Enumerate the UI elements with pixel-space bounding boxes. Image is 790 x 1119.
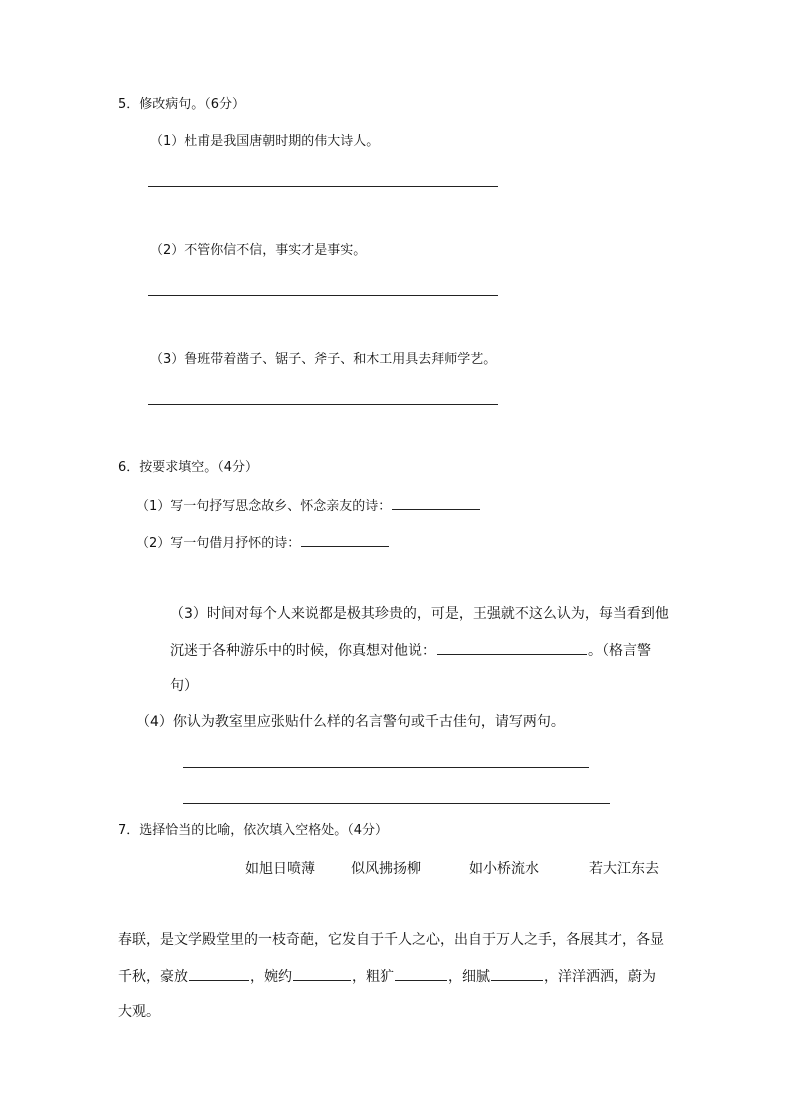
answer-blank-q7-2[interactable] <box>293 966 351 981</box>
q5-item-1: （1）杜甫是我国唐朝时期的伟大诗人。 <box>150 134 380 149</box>
q7-para-line3: 大观。 <box>118 1004 160 1020</box>
answer-blank-q7-3[interactable] <box>395 966 447 981</box>
q7-para-line2 <box>118 966 656 987</box>
answer-line-q6-4b[interactable] <box>183 803 610 804</box>
answer-blank-q7-4[interactable] <box>491 966 543 981</box>
q6-item-3-text-a: 沉迷于各种游乐中的时候，你真想对他说： <box>170 643 436 659</box>
answer-line-q5-3[interactable] <box>148 404 498 405</box>
q6-item-2-text: （2）写一句借月抒怀的诗： <box>136 536 301 551</box>
answer-blank-q6-3[interactable] <box>437 640 587 655</box>
simile-option-3: 如小桥流水 <box>469 861 539 877</box>
q6-item-2 <box>136 532 390 554</box>
simile-option-1: 如旭日喷薄 <box>245 861 315 877</box>
simile-option-4: 若大江东去 <box>589 861 659 877</box>
q7-text-a: 千秋，豪放 <box>118 969 188 985</box>
q6-item-1 <box>136 495 481 517</box>
q6-item-3-line3: 句） <box>170 678 198 694</box>
q7-text-d: ，细腻 <box>448 969 490 985</box>
q7-text-b: ，婉约 <box>250 969 292 985</box>
answer-blank-q6-2[interactable] <box>301 532 389 547</box>
answer-blank-q7-1[interactable] <box>189 966 249 981</box>
q6-item-3-line2 <box>170 640 651 661</box>
q5-item-2: （2）不管你信不信，事实才是事实。 <box>150 243 367 258</box>
q5-item-3: （3）鲁班带着凿子、锯子、斧子、和木工用具去拜师学艺。 <box>150 352 497 367</box>
answer-line-q6-4a[interactable] <box>183 767 589 768</box>
simile-option-2: 似风拂扬柳 <box>351 861 421 877</box>
q5-heading: 5．修改病句。（6分） <box>118 97 246 112</box>
q7-heading: 7．选择恰当的比喻，依次填入空格处。（4分） <box>118 823 389 838</box>
q7-text-e: ，洋洋洒洒，蔚为 <box>544 969 656 985</box>
answer-blank-q6-1[interactable] <box>392 495 480 510</box>
q6-item-3-line1: （3）时间对每个人来说都是极其珍贵的，可是，王强就不这么认为，每当看到他 <box>170 606 669 622</box>
q6-item-3-text-b: 。（格言警 <box>588 643 651 659</box>
q6-item-4: （4）你认为教室里应张贴什么样的名言警句或千古佳句，请写两句。 <box>136 714 565 730</box>
q7-para-line1: 春联，是文学殿堂里的一枝奇葩，它发自于千人之心，出自于万人之手，各展其才，各显 <box>118 932 664 948</box>
q6-heading: 6．按要求填空。（4分） <box>118 460 259 475</box>
q6-item-1-text: （1）写一句抒写思念故乡、怀念亲友的诗： <box>136 499 392 514</box>
q7-text-c: ，粗犷 <box>352 969 394 985</box>
answer-line-q5-2[interactable] <box>148 295 498 296</box>
answer-line-q5-1[interactable] <box>148 186 498 187</box>
